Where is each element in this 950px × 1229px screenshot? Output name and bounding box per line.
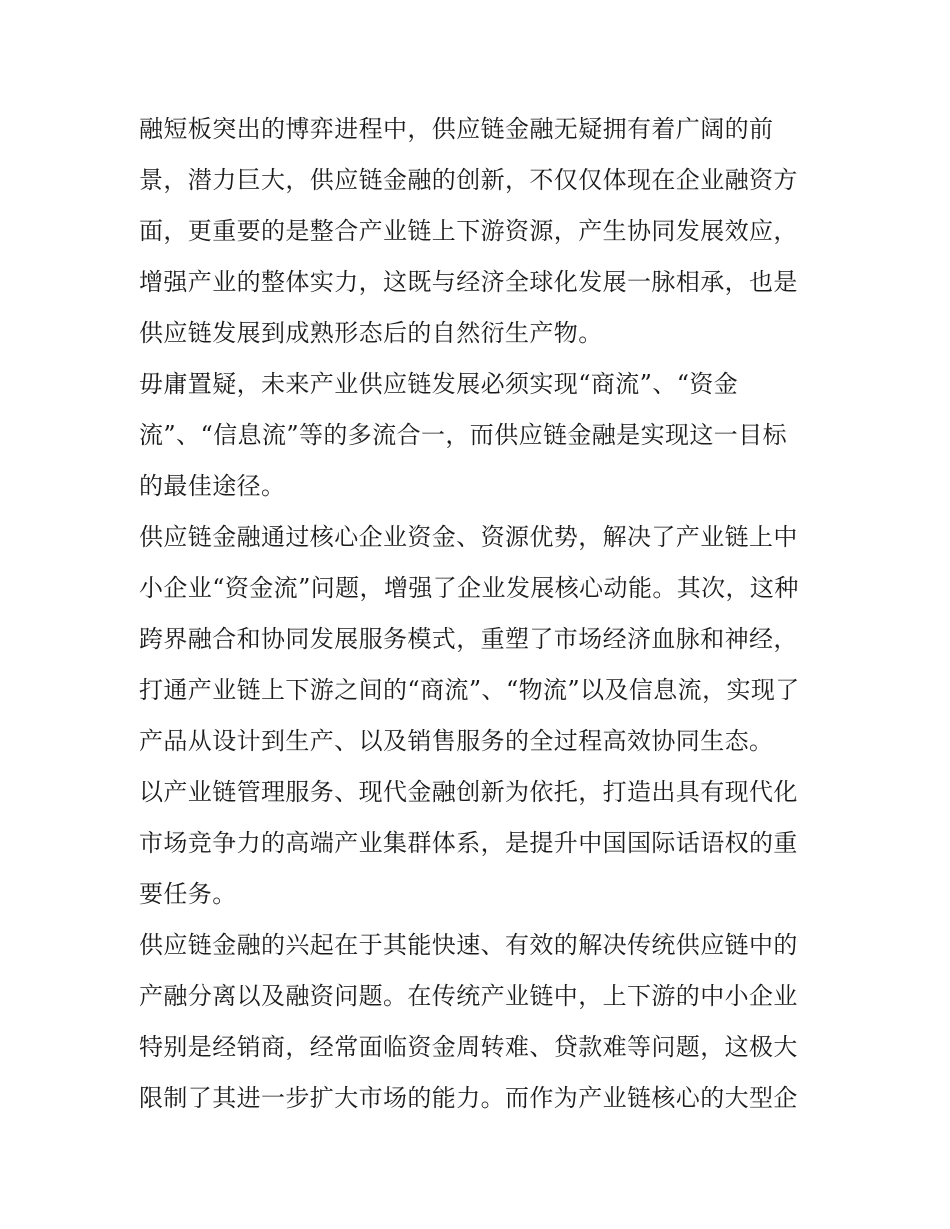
text-line: 打通产业链上下游之间的“商流”、“物流”以及信息流，实现了 (139, 676, 800, 704)
text-line: 限制了其进一步扩大市场的能力。而作为产业链核心的大型企 (139, 1084, 798, 1112)
text-line: 产品从设计到生产、以及销售服务的全过程高效协同生态。 (139, 727, 774, 755)
text-line: 跨界融合和协同发展服务模式，重塑了市场经济血脉和神经， (139, 625, 798, 653)
text-line: 融短板突出的博弈进程中，供应链金融无疑拥有着广阔的前 (139, 115, 774, 143)
text-line: 供应链金融的兴起在于其能快速、有效的解决传统供应链中的 (139, 931, 798, 959)
text-line: 小企业“资金流”问题，增强了企业发展核心动能。其次，这种 (139, 574, 799, 602)
text-line: 特别是经销商，经常面临资金周转难、贷款难等问题，这极大 (139, 1033, 798, 1061)
text-line: 供应链发展到成熟形态后的自然衍生产物。 (139, 319, 603, 347)
text-line: 以产业链管理服务、现代金融创新为依托，打造出具有现代化 (139, 778, 798, 806)
text-line: 景，潜力巨大，供应链金融的创新，不仅仅体现在企业融资方 (139, 166, 798, 194)
document-body (139, 104, 819, 1124)
paragraph-3 (139, 512, 819, 767)
paragraph-5 (139, 920, 819, 1124)
text-line: 增强产业的整体实力，这既与经济全球化发展一脉相承，也是 (139, 268, 798, 296)
paragraph-4 (139, 767, 819, 920)
text-line: 毋庸置疑，未来产业供应链发展必须实现“商流”、“资金 (139, 370, 739, 398)
text-line: 要任务。 (139, 880, 237, 908)
text-line: 市场竞争力的高端产业集群体系，是提升中国国际话语权的重 (139, 829, 798, 857)
text-line: 的最佳途径。 (139, 472, 286, 500)
text-line: 流”、“信息流”等的多流合一，而供应链金融是实现这一目标 (139, 421, 788, 449)
text-line: 产融分离以及融资问题。在传统产业链中，上下游的中小企业 (139, 982, 798, 1010)
paragraph-1 (139, 104, 819, 359)
paragraph-2 (139, 359, 819, 512)
text-line: 面，更重要的是整合产业链上下游资源，产生协同发展效应， (139, 217, 798, 245)
text-line: 供应链金融通过核心企业资金、资源优势，解决了产业链上中 (139, 523, 798, 551)
